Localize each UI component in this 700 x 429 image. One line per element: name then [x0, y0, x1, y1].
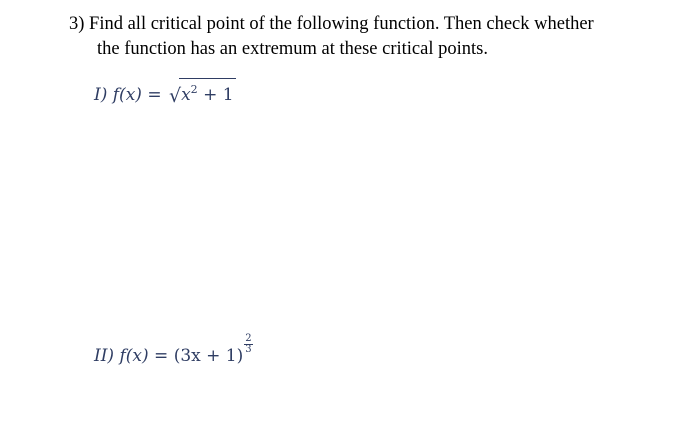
exponent-denominator: 3 [245, 344, 252, 355]
question-line-1: 3) Find all critical point of the following function. Then check whether [69, 14, 594, 34]
fraction-exponent [244, 334, 252, 355]
part-two-label: II) [94, 346, 115, 366]
part-two-lhs: f(x) = [119, 346, 169, 366]
part-one-lhs: f(x) = [112, 85, 162, 105]
radicand-power: 2 [190, 83, 198, 96]
part-one-formula [94, 78, 236, 107]
question-line-2: the function has an extremum at these critical points. [97, 39, 488, 59]
radical-sign-icon: √ [168, 85, 182, 107]
radicand [179, 78, 235, 105]
radicand-base: x [181, 85, 191, 105]
question-text [69, 12, 669, 62]
exponent-numerator: 2 [245, 333, 252, 344]
square-root [169, 78, 236, 107]
part-two-base: (3x + 1) [173, 346, 244, 366]
part-one-label: I) [94, 85, 108, 105]
radicand-rest: + 1 [197, 85, 234, 105]
part-two-formula [94, 334, 253, 366]
